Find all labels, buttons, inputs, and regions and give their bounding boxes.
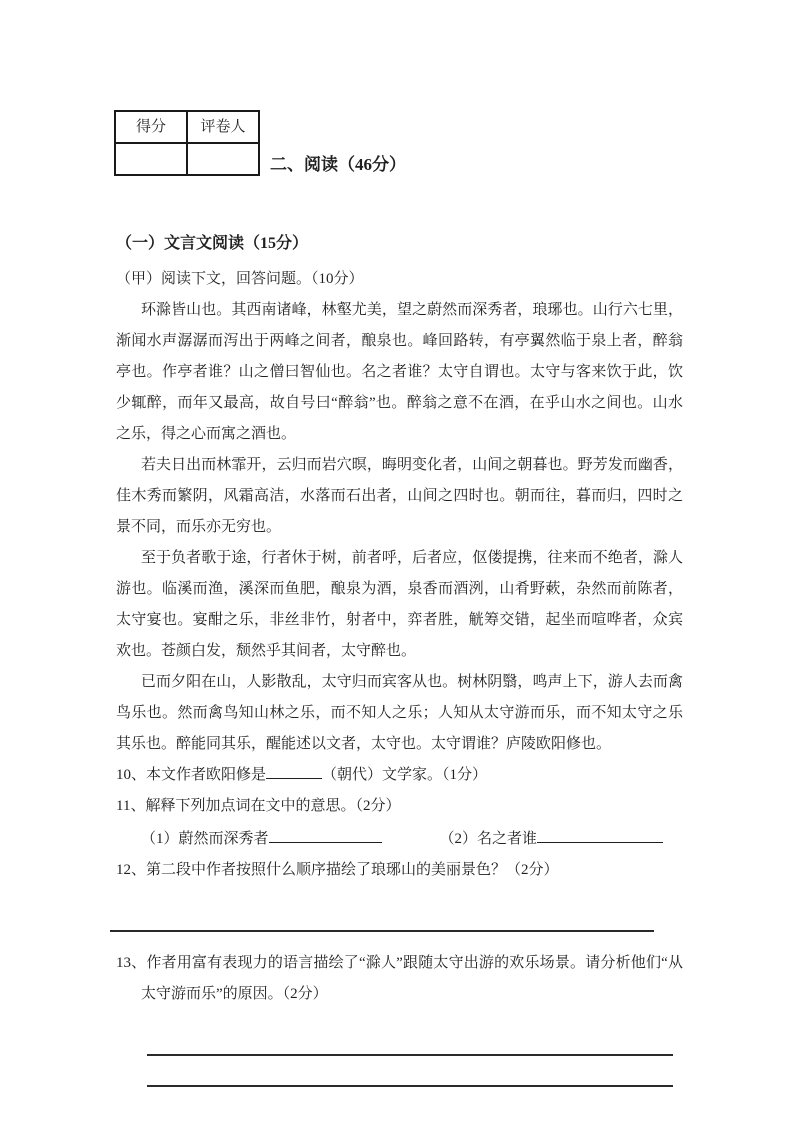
score-table-header-score: 得分 bbox=[115, 111, 187, 143]
passage-paragraph-3: 至于负者歌于途，行者休于树，前者呼，后者应，伛偻提携，往来而不绝者，滁人游也。临溪而渔，溪深而鱼肥，酿泉为酒，泉香而酒洌，山肴野蔌，杂然而前陈者，太守宴也。宴酣之乐，非丝非竹，射者中，弈者胜，觥筹交错，起坐而喧哗者，众宾欢也。苍颜白发，颓然乎其间者，太守醉也。 bbox=[116, 550, 683, 659]
question-11-item-2-blank bbox=[537, 828, 663, 843]
passage-intro: （甲）阅读下文，回答问题。（10分） bbox=[116, 271, 364, 287]
question-13-answer-line-1 bbox=[147, 1054, 673, 1056]
question-10 bbox=[116, 760, 683, 791]
score-table-cell-grader bbox=[187, 143, 259, 175]
question-11-item-1-blank bbox=[269, 828, 382, 843]
question-10-answer-blank bbox=[266, 764, 322, 779]
passage-paragraph-1: 环滁皆山也。其西南诸峰，林壑尤美，望之蔚然而深秀者，琅琊也。山行六七里，渐闻水声潺潺而泻出于两峰之间者，酿泉也。峰回路转，有亭翼然临于泉上者，醉翁亭也。作亭者谁？山之僧曰智仙也。名之者谁？太守自谓也。太守与客来饮于此，饮少辄醉，而年又最高，故自号曰“醉翁”也。醉翁之意不在酒，在乎山水之间也。山水之乐，得之心而寓之酒也。 bbox=[116, 302, 683, 442]
classical-passage bbox=[116, 295, 683, 760]
question-12-stem: 12、第二段中作者按照什么顺序描绘了琅琊山的美丽景色？（2分） bbox=[116, 862, 559, 878]
question-12-answer-line bbox=[110, 930, 654, 932]
score-table-header-grader: 评卷人 bbox=[187, 111, 259, 143]
question-13-stem: 13、作者用富有表现力的语言描绘了“滁人”跟随太守出游的欢乐场景。请分析他们“从太守游而乐”的原因。（2分） bbox=[116, 955, 683, 1002]
question-11-items bbox=[116, 824, 683, 855]
question-11-item-1: （1）蔚然而深秀者 bbox=[141, 831, 269, 847]
score-table bbox=[114, 110, 260, 176]
question-11-item-2: （2）名之者谁 bbox=[439, 831, 538, 847]
passage-paragraph-4: 已而夕阳在山，人影散乱，太守归而宾客从也。树林阴翳，鸣声上下，游人去而禽鸟乐也。然而禽鸟知山林之乐，而不知人之乐；人知从太守游而乐，而不知太守之乐其乐也。醉能同其乐，醒能述以文者，太守也。太守谓谁？庐陵欧阳修也。 bbox=[116, 674, 683, 752]
score-table-cell-score bbox=[115, 143, 187, 175]
question-10-suffix: （朝代）文学家。（1分） bbox=[322, 767, 488, 783]
score-table-and-section-heading bbox=[114, 110, 683, 176]
subsection-title: （一）文言文阅读（15分） bbox=[116, 235, 309, 252]
section-title: 二、阅读（46分） bbox=[270, 155, 406, 174]
question-13-answer-line-2 bbox=[147, 1085, 673, 1087]
question-10-prefix: 10、本文作者欧阳修是 bbox=[116, 767, 267, 783]
question-11-stem: 11、解释下列加点词在文中的意思。（2分） bbox=[116, 798, 401, 814]
passage-paragraph-2: 若夫日出而林霏开，云归而岩穴暝，晦明变化者，山间之朝暮也。野芳发而幽香，佳木秀而繁阴，风霜高洁，水落而石出者，山间之四时也。朝而往，暮而归，四时之景不同，而乐亦无穷也。 bbox=[116, 457, 683, 535]
